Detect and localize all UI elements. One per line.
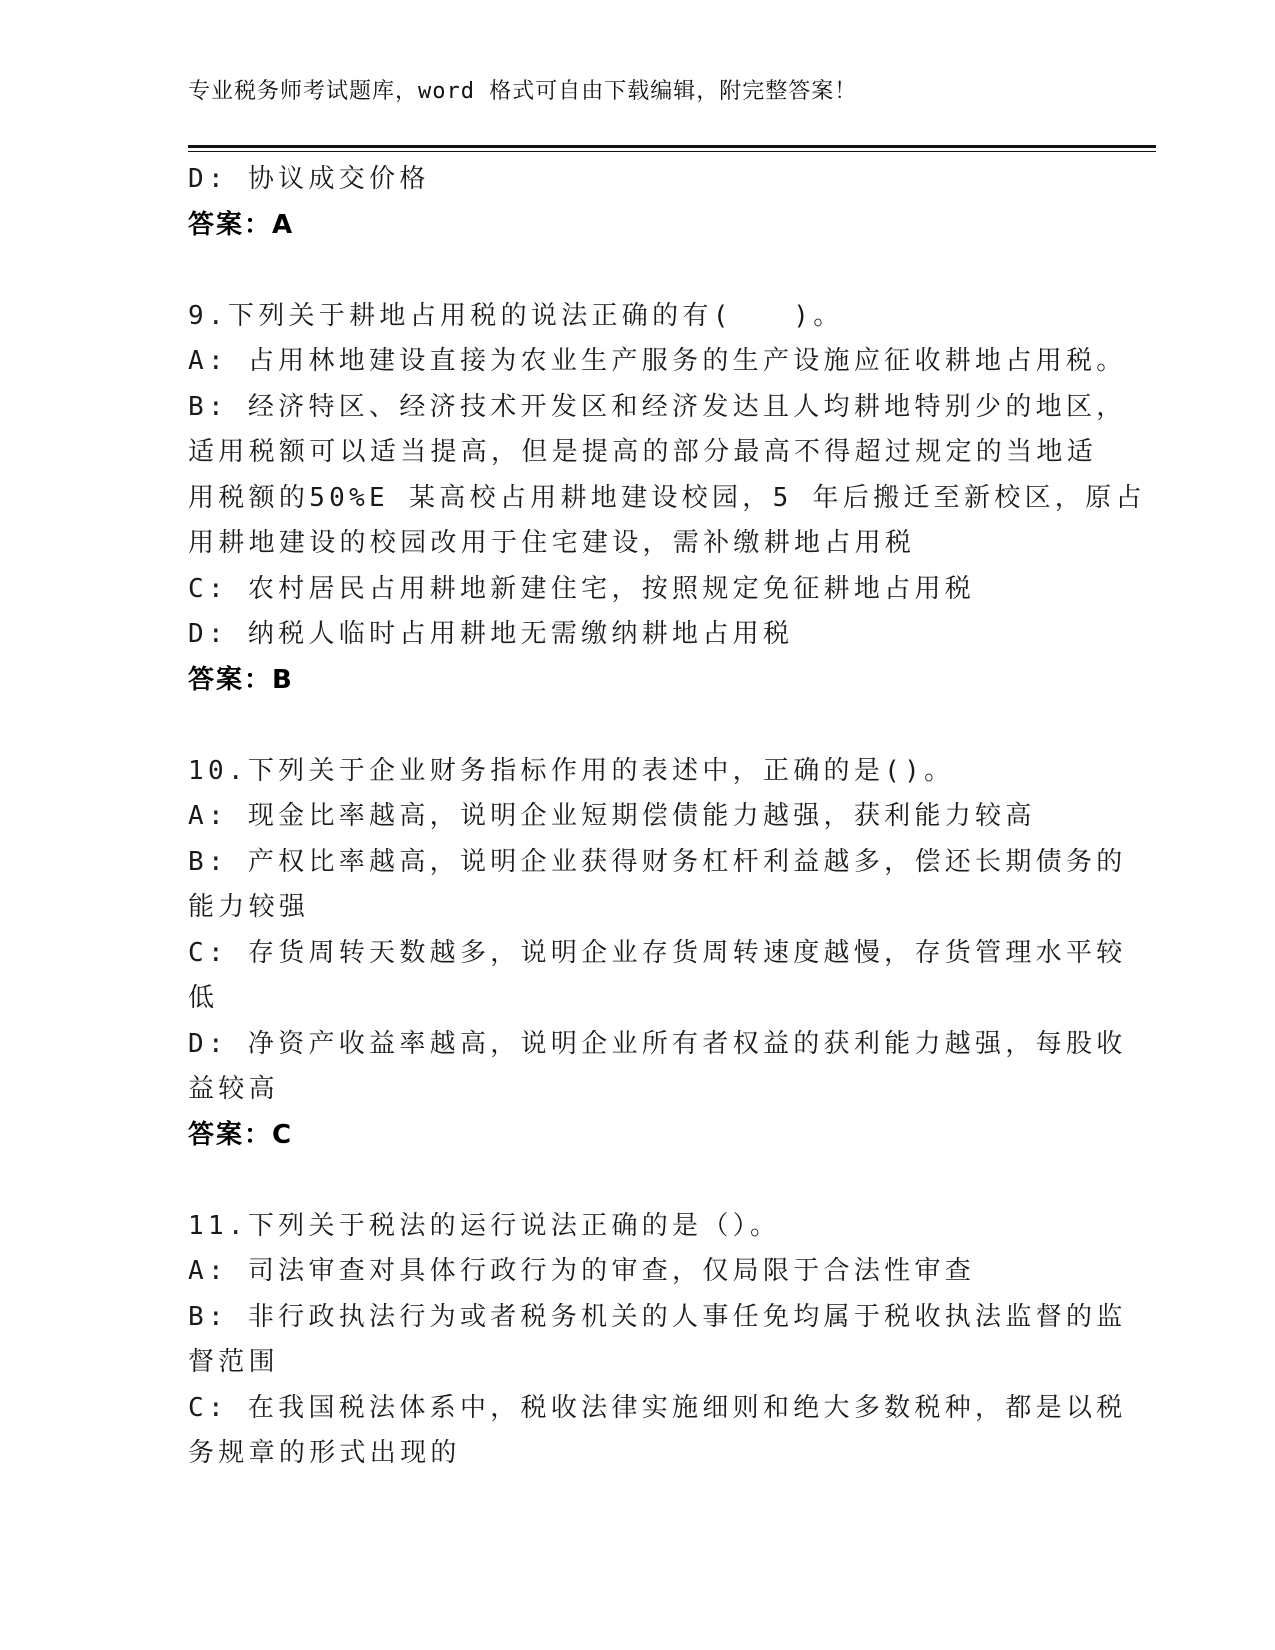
answer-line bbox=[188, 658, 1088, 704]
header-rule bbox=[188, 145, 1156, 148]
question-stem bbox=[188, 1204, 1088, 1250]
answer-line bbox=[188, 203, 1088, 249]
text-line: B: 产权比率越高，说明企业获得财务杠杆利益越多，偿还长期债务的 bbox=[188, 846, 1127, 877]
answer-option bbox=[188, 794, 1088, 840]
text-line: 能力较强 bbox=[188, 892, 310, 922]
text-line: 答案：A bbox=[188, 209, 295, 240]
text-line: 9.下列关于耕地占用税的说法正确的有( )。 bbox=[188, 300, 844, 331]
text-line: B: 非行政执法行为或者税务机关的人事任免均属于税收执法监督的监 bbox=[188, 1301, 1127, 1332]
answer-option bbox=[188, 567, 1088, 613]
answer-option bbox=[188, 1295, 1127, 1386]
text-line: 务规章的形式出现的 bbox=[188, 1438, 461, 1468]
answer-option bbox=[188, 840, 1127, 931]
text-line: C: 在我国税法体系中，税收法律实施细则和绝大多数税种，都是以税 bbox=[188, 1392, 1127, 1423]
text-line: 答案：B bbox=[188, 664, 294, 695]
answer-option bbox=[188, 1386, 1127, 1477]
text-line: C: 农村居民占用耕地新建住宅，按照规定免征耕地占用税 bbox=[188, 573, 976, 604]
answer-option bbox=[188, 1249, 1088, 1295]
answer-option bbox=[188, 339, 1127, 385]
text-line: 督范围 bbox=[188, 1347, 279, 1377]
text-line: 11.下列关于税法的运行说法正确的是（）。 bbox=[188, 1210, 781, 1241]
question-stem bbox=[188, 749, 1088, 795]
paragraph-gap bbox=[188, 1158, 1088, 1204]
text-line: A: 占用林地建设直接为农业生产服务的生产设施应征收耕地占用税。 bbox=[188, 346, 1127, 376]
answer-option bbox=[188, 385, 1146, 567]
question-stem bbox=[188, 294, 1088, 340]
text-line: C: 存货周转天数越多，说明企业存货周转速度越慢，存货管理水平较 bbox=[188, 937, 1127, 968]
text-line: A: 现金比率越高，说明企业短期偿债能力越强，获利能力较高 bbox=[188, 801, 1036, 831]
text-line: D: 纳税人临时占用耕地无需缴纳耕地占用税 bbox=[188, 619, 794, 649]
answer-line bbox=[188, 1113, 1088, 1159]
paragraph-gap bbox=[188, 703, 1088, 749]
text-line: 答案：C bbox=[188, 1119, 294, 1150]
answer-option bbox=[188, 1022, 1127, 1113]
header-rule-thin bbox=[188, 151, 1156, 152]
question-content bbox=[188, 157, 1146, 1477]
answer-option bbox=[188, 612, 1088, 658]
text-line: 用税额的50%E 某高校占用耕地建设校园，5 年后搬迁至新校区，原占 bbox=[188, 482, 1146, 513]
text-line: 低 bbox=[188, 983, 219, 1013]
text-line: D: 协议成交价格 bbox=[188, 164, 430, 194]
text-line: B: 经济特区、经济技术开发区和经济发达且人均耕地特别少的地区， bbox=[188, 391, 1127, 422]
answer-option bbox=[188, 157, 1088, 203]
text-line: 适用税额可以适当提高，但是提高的部分最高不得超过规定的当地适 bbox=[188, 437, 1098, 467]
paragraph-gap bbox=[188, 248, 1088, 294]
answer-option bbox=[188, 931, 1127, 1022]
text-line: 10.下列关于企业财务指标作用的表述中，正确的是()。 bbox=[188, 755, 955, 786]
text-line: D: 净资产收益率越高，说明企业所有者权益的获利能力越强，每股收 bbox=[188, 1028, 1127, 1059]
text-line: 用耕地建设的校园改用于住宅建设，需补缴耕地占用税 bbox=[188, 528, 916, 558]
text-line: A: 司法审查对具体行政行为的审查，仅局限于合法性审查 bbox=[188, 1256, 976, 1286]
text-line: 益较高 bbox=[188, 1074, 279, 1104]
page-header: 专业税务师考试题库，word 格式可自由下载编辑，附完整答案！ bbox=[188, 79, 858, 104]
